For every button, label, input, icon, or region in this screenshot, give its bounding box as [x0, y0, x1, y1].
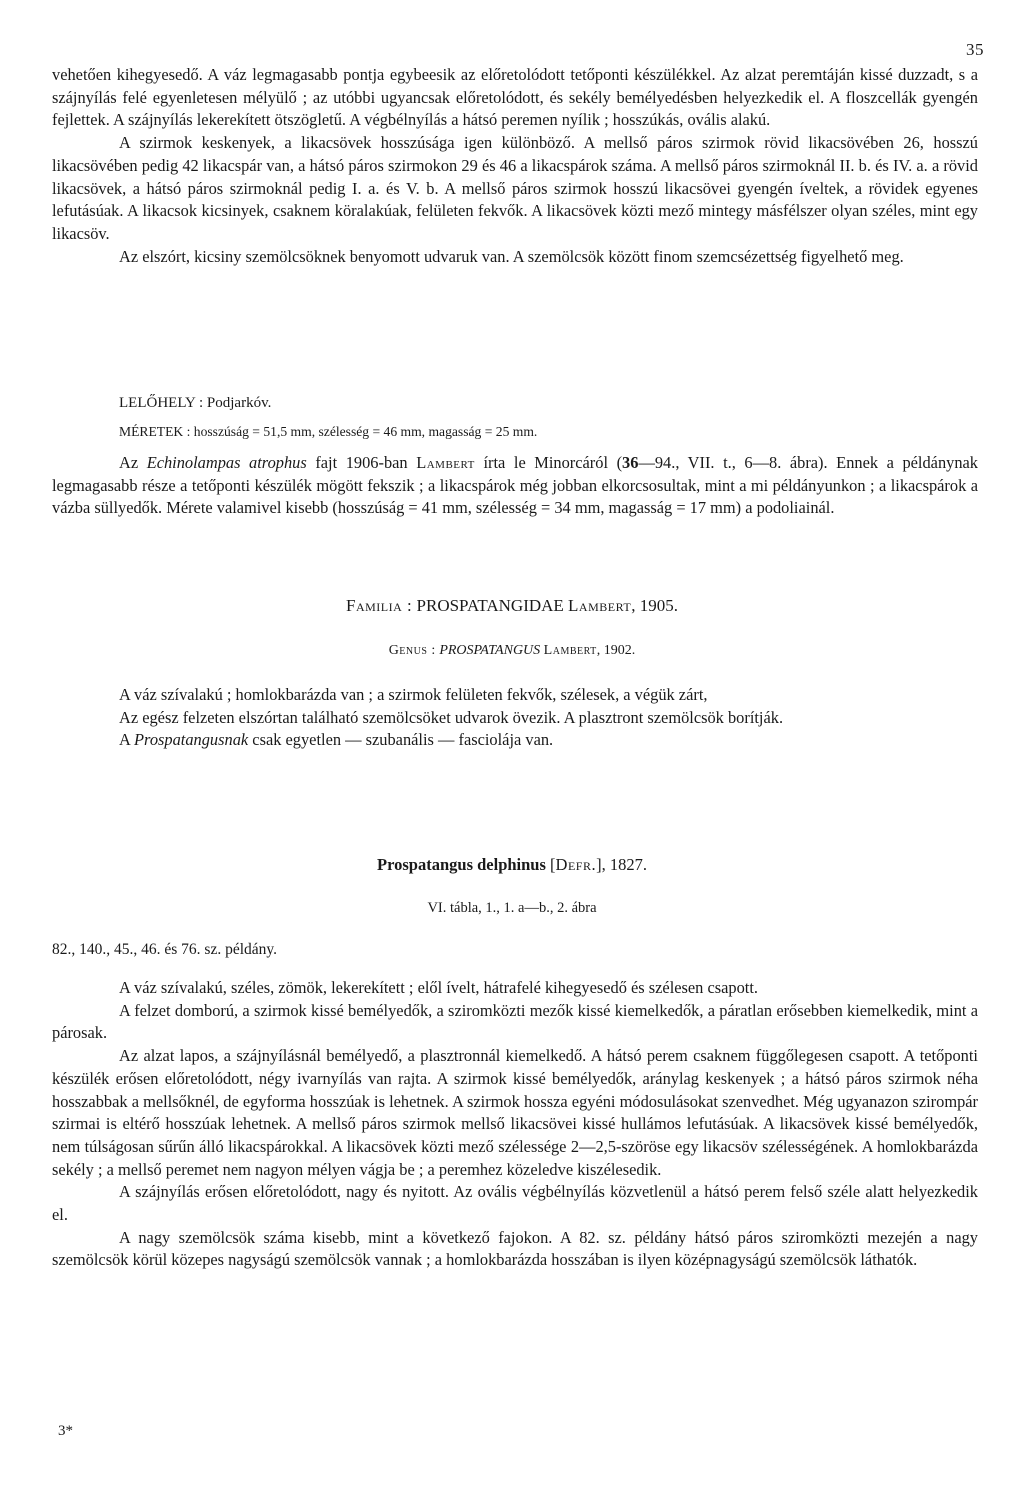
s2-paragraph-2: A felzet domború, a szirmok kissé bemélyedők, a sziromközti mezők kissé kiemelkedők, a páratlan erősebben kiemelkedik, mint a párosak.	[52, 1000, 978, 1043]
genus-description	[52, 684, 978, 752]
genus-heading	[0, 643, 1024, 659]
locality-line	[52, 392, 978, 415]
note-author: Lambert	[416, 453, 475, 472]
familia-year: , 1905.	[631, 596, 678, 615]
genus-desc-2: Az egész felzeten elszórtan található szemölcsöket udvarok övezik. A plasztront szemölcsök borítják.	[119, 707, 784, 727]
note-genus: Echinolampas atrophus	[146, 453, 307, 472]
paragraph-2: A szirmok keskenyek, a likacsövek hosszúsága igen különböző. A mellső páros szirmok rövid likacsövében 26, hosszú likacsövében pedig 42 likacspár van, a hátsó páros szirmokon 29 és 46 a likacspárok száma. A mellső páros szirmoknál II. b. és IV. a. a rövid likacsövek, a hátsó páros szirmoknál pedig I. a. és V. b. A mellső páros szirmok hosszú likacsövei gyengén íveltek, a rövidek egyenes lefutásúak. A likacsok kicsinyek, csaknem köralakúak, felületen fekvők. A likacsövek közti mező mintegy másfélszer olyan széles, mint egy likacsöv.	[52, 133, 978, 243]
genus-author: Lambert	[543, 643, 597, 658]
paragraph-1: vehetően kihegyesedő. A váz legmagasabb pontja egybeesik az előretolódott tetőponti készülékkel. Az alzat peremtáján kissé duzzadt, s a szájnyílás felé egyenletesen mélyülő ; az utóbbi ugyancsak előretolódott, és sekély bemélyedésben helyezkedik el. A floszcellák gyengén fejlettek. A szájnyílás lekerekített ötszögletű. A végbélnyílás a hátsó peremen nyílik ; hosszúkás, ovális alakú.	[52, 65, 978, 130]
genus-label: Genus :	[388, 643, 436, 658]
measurements-label: MÉRETEK :	[119, 424, 191, 439]
specimens-text: 82., 140., 45., 46. és 76. sz. példány.	[52, 941, 278, 958]
species-author: Defr.	[555, 855, 597, 874]
familia-label: Familia :	[346, 596, 413, 615]
s2-paragraph-1: A váz szívalakú, széles, zömök, lekerekített ; elől ívelt, hátrafelé kihegyesedő és szélesen csapott.	[119, 978, 758, 997]
s2-paragraph-4: A szájnyílás erősen előretolódott, nagy és nyitott. Az ovális végbélnyílás közvetlenül a hátsó perem felső széle alatt helyezkedik el.	[52, 1182, 978, 1225]
note-text-d: —94., VII. t., 6—8. ábra). Ennek a példánynak legmagasabb része a tetőponti készülék mögött fekszik ; a likacspárok még jobban elkorcsosultak, mint a mi példányunkon ; a likacspárok a vázba süllyedők. Mérete valamivel kisebb (hosszúság = 41 mm, szélesség = 34 mm, magasság = 17 mm) a podoliainál.	[52, 453, 979, 518]
s2-paragraph-5: A nagy szemölcsök száma kisebb, mint a következő fajokon. A 82. sz. példány hátsó páros sziromközti mezején a nagy szemölcsök körül közepes nagyságú szemölcsök vannak ; a homlokbarázda hosszában is ilyen középnagyságú szemölcsök láthatók.	[52, 1227, 978, 1270]
genus-desc-3: A Prospatangusnak csak egyetlen — szubanális — fasciolája van.	[119, 730, 554, 750]
page-number: 35	[966, 40, 984, 59]
section-1	[52, 64, 978, 268]
genus-name-italic: Prospatangusnak	[134, 730, 249, 750]
section-2	[52, 977, 978, 1272]
paragraph-3: Az elszórt, kicsiny szemölcsöknek benyomott udvaruk van. A szemölcsök között finom szemcsézettség figyelhető meg.	[119, 246, 904, 266]
note-ref: 36	[622, 453, 639, 472]
familia-author: Lambert	[568, 596, 632, 615]
locality-label: LELŐHELY :	[119, 395, 204, 411]
plate-text: VI. tábla, 1., 1. a—b., 2. ábra	[427, 900, 597, 916]
familia-name: PROSPATANGIDAE	[416, 596, 564, 615]
specimens-line	[52, 939, 978, 962]
signature-mark: 3*	[58, 1423, 73, 1439]
measurements-line	[52, 421, 978, 444]
s2-paragraph-3: Az alzat lapos, a szájnyílásnál bemélyedő, a plasztronnál kiemelkedő. A hátsó perem csaknem függőlegesen csapott. A tetőponti készülék erősen előretolódott, négy ivarnyílás van rajta. A szirmok kissé bemélyedők, aránylag keskenyek ; a hátsó páros szirmok néha hosszabbak a mellsőknél, de egyforma hosszúak is lehetnek. A szirmok hossza egyéni módosulásokat szenvedhet. Még ugyanazon szirompár szirmai is eltérő hosszúak lehetnek. A mellső páros szirmok mellső likacsövei kissé hullámos lefutásúak. A likacsövek kissé bemélyedők, nem túlságosan sűrűn álló likacspárokkal. A likacsövek közti mező szélessége 2—2,5-szöröse egy likacsöv szélességének. A homlokbarázda sekély ; a mellső peremet nem nagyon mélyen vágja be ; a peremhez közeledve kiszélesedik.	[52, 1046, 978, 1179]
note-text-b: fajt 1906-ban	[315, 453, 408, 472]
familia-heading	[0, 596, 1024, 616]
note-paragraph	[52, 452, 978, 520]
plate-reference	[0, 900, 1024, 917]
locality-value: Podjarkóv.	[206, 395, 272, 411]
species-heading: Prospatangus delphinus [Defr.], 1827.	[377, 855, 647, 874]
genus-desc-1: A váz szívalakú ; homlokbarázda van ; a szirmok felületen fekvők, szélesek, a végük zárt,	[119, 685, 708, 704]
species-name: Prospatangus delphinus	[377, 855, 546, 874]
genus-year: , 1902.	[596, 643, 636, 658]
note-text-a: Az	[119, 453, 139, 472]
measurements-value: hosszúság = 51,5 mm, szélesség = 46 mm, magasság = 25 mm.	[193, 424, 538, 439]
note-text-c: írta le Minorcáról (	[483, 453, 623, 472]
genus-name: PROSPATANGUS	[439, 643, 541, 658]
